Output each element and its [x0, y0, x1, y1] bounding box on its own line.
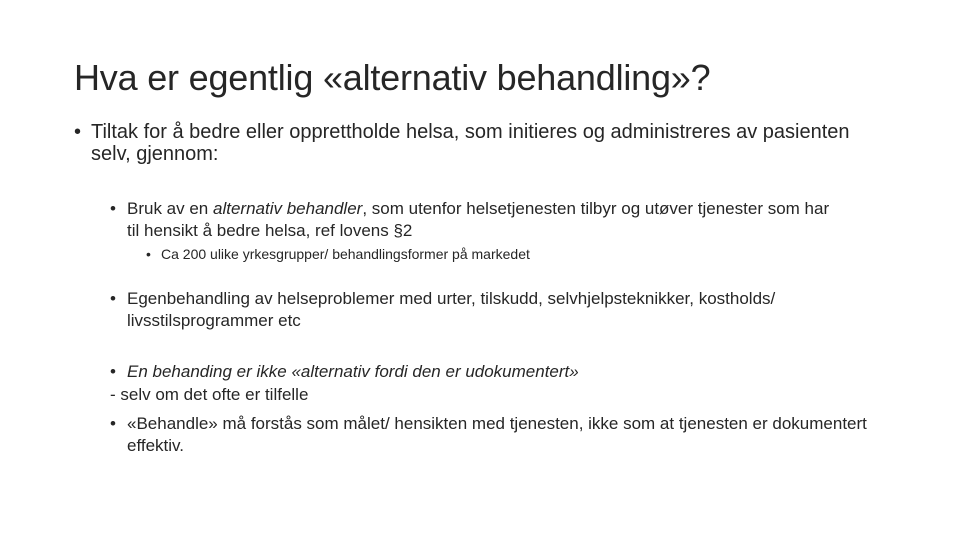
point-caveat	[110, 384, 610, 406]
point-text	[110, 198, 830, 242]
bullet-icon: •	[146, 246, 151, 262]
bullet-icon: •	[110, 414, 116, 433]
point-row	[110, 413, 890, 457]
bullet-icon: •	[110, 199, 116, 218]
bullet-icon: •	[110, 362, 116, 381]
point-not-undocumented	[110, 361, 890, 383]
point-row	[110, 361, 890, 383]
intro-bullet	[74, 121, 874, 165]
point-row	[110, 288, 830, 332]
point-text: Egenbehandling av helseproblemer med urter, tilskudd, selvhjelpsteknikker, kostholds/ livsstilsprogrammer etc	[127, 289, 776, 330]
point-text: - selv om det ofte er tilfelle	[110, 385, 309, 404]
intro-text: Tiltak for å bedre eller opprettholde helsa, som initieres og administreres av pasienten selv, gjennom:	[91, 121, 850, 165]
subpoint-professions	[146, 245, 766, 263]
point-text-emphasis: alternativ behandler	[213, 199, 363, 218]
point-treat-definition	[110, 413, 890, 457]
point-self-treatment	[110, 288, 830, 332]
intro-row	[74, 121, 874, 165]
point-row	[110, 198, 830, 242]
subpoint-text: Ca 200 ulike yrkesgrupper/ behandlingsformer på markedet	[161, 246, 530, 262]
bullet-icon: •	[110, 289, 116, 308]
point-alternative-practitioner	[110, 198, 830, 242]
point-text: En behanding er ikke «alternativ fordi den er udokumentert»	[127, 362, 579, 381]
slide-title: Hva er egentlig «alternativ behandling»?	[74, 57, 711, 98]
subpoint-row	[146, 245, 766, 263]
point-text-suffix: , som utenfor helsetjenesten tilbyr og utøver tjenester som har til hensikt å bedre helsa, ref lovens §2	[127, 199, 830, 240]
bullet-icon: •	[74, 121, 82, 143]
point-text: «Behandle» må forstås som målet/ hensikten med tjenesten, ikke som at tjenesten er dokumentert effektiv.	[127, 414, 867, 455]
point-text-prefix: Bruk av en	[127, 199, 213, 218]
